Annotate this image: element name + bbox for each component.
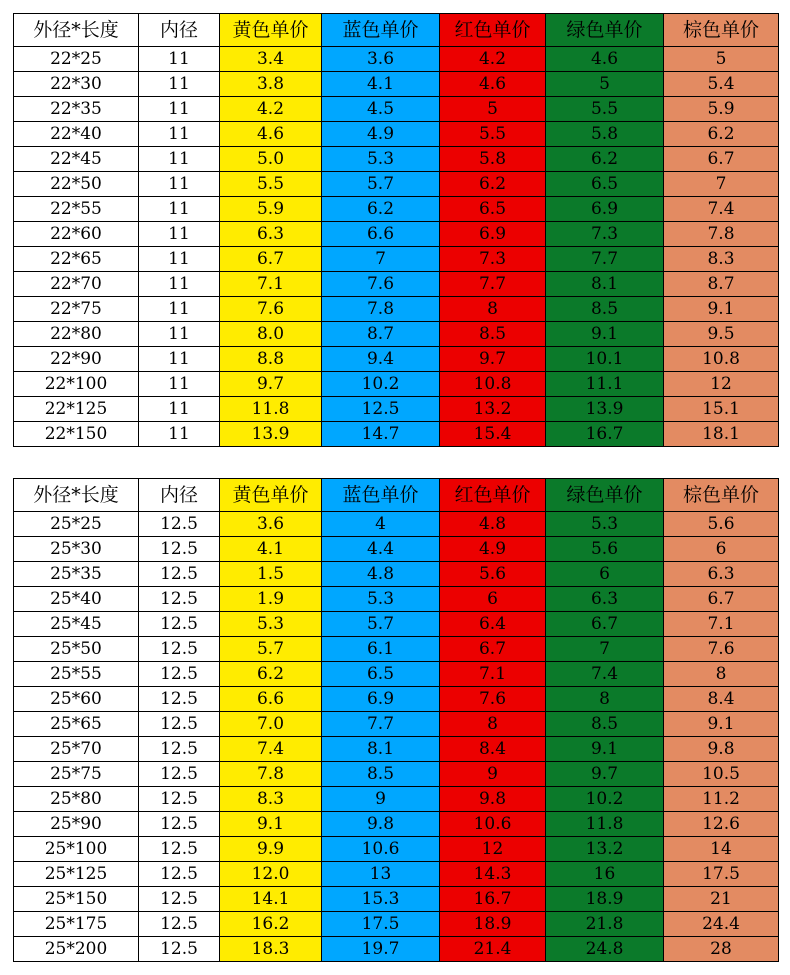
- cell-inner-diameter: 12.5: [139, 762, 220, 787]
- cell-blue-price: 8.1: [322, 737, 440, 762]
- cell-size: 25*150: [14, 887, 139, 912]
- cell-red-price: 6.2: [440, 172, 546, 197]
- cell-red-price: 7.3: [440, 247, 546, 272]
- cell-yellow-price: 18.3: [220, 937, 322, 962]
- cell-green-price: 7.4: [546, 662, 664, 687]
- header-row: [14, 479, 779, 512]
- cell-brown-price: 7.1: [664, 612, 779, 637]
- cell-inner-diameter: 11: [139, 347, 220, 372]
- cell-blue-price: 10.6: [322, 837, 440, 862]
- cell-yellow-price: 7.6: [220, 297, 322, 322]
- cell-inner-diameter: 11: [139, 97, 220, 122]
- cell-size: 25*50: [14, 637, 139, 662]
- cell-inner-diameter: 11: [139, 47, 220, 72]
- cell-green-price: 8.5: [546, 297, 664, 322]
- cell-brown-price: 6.7: [664, 147, 779, 172]
- cell-blue-price: 4: [322, 512, 440, 537]
- cell-red-price: 12: [440, 837, 546, 862]
- cell-brown-price: 7.8: [664, 222, 779, 247]
- cell-brown-price: 8: [664, 662, 779, 687]
- cell-brown-price: 9.5: [664, 322, 779, 347]
- cell-size: 22*65: [14, 247, 139, 272]
- cell-yellow-price: 3.6: [220, 512, 322, 537]
- cell-green-price: 5.8: [546, 122, 664, 147]
- table-row: [14, 937, 779, 962]
- cell-inner-diameter: 11: [139, 122, 220, 147]
- cell-blue-price: 13: [322, 862, 440, 887]
- cell-brown-price: 24.4: [664, 912, 779, 937]
- cell-size: 25*40: [14, 587, 139, 612]
- cell-yellow-price: 6.7: [220, 247, 322, 272]
- cell-brown-price: 10.5: [664, 762, 779, 787]
- cell-green-price: 10.1: [546, 347, 664, 372]
- cell-yellow-price: 8.3: [220, 787, 322, 812]
- header-brown-price: 棕色单价: [664, 479, 779, 512]
- price-table-25: [13, 478, 779, 962]
- header-inner-diameter: 内径: [139, 14, 220, 47]
- table-row: [14, 912, 779, 937]
- cell-red-price: 18.9: [440, 912, 546, 937]
- cell-blue-price: 14.7: [322, 422, 440, 447]
- cell-brown-price: 5.9: [664, 97, 779, 122]
- cell-size: 22*90: [14, 347, 139, 372]
- header-green-price: 绿色单价: [546, 479, 664, 512]
- cell-blue-price: 5.3: [322, 587, 440, 612]
- cell-size: 25*65: [14, 712, 139, 737]
- cell-blue-price: 12.5: [322, 397, 440, 422]
- cell-yellow-price: 1.5: [220, 562, 322, 587]
- cell-yellow-price: 1.9: [220, 587, 322, 612]
- table-body: [14, 47, 779, 447]
- cell-red-price: 4.9: [440, 537, 546, 562]
- table-row: [14, 197, 779, 222]
- cell-brown-price: 8.4: [664, 687, 779, 712]
- cell-size: 22*45: [14, 147, 139, 172]
- cell-size: 22*50: [14, 172, 139, 197]
- cell-green-price: 16: [546, 862, 664, 887]
- cell-red-price: 5.8: [440, 147, 546, 172]
- cell-brown-price: 6.7: [664, 587, 779, 612]
- cell-blue-price: 6.6: [322, 222, 440, 247]
- cell-yellow-price: 5.7: [220, 637, 322, 662]
- cell-brown-price: 9.1: [664, 297, 779, 322]
- cell-yellow-price: 7.4: [220, 737, 322, 762]
- header-yellow-price: 黄色单价: [220, 14, 322, 47]
- cell-size: 25*175: [14, 912, 139, 937]
- cell-inner-diameter: 11: [139, 397, 220, 422]
- table-row: [14, 272, 779, 297]
- cell-brown-price: 28: [664, 937, 779, 962]
- table-row: [14, 397, 779, 422]
- cell-yellow-price: 5.0: [220, 147, 322, 172]
- cell-inner-diameter: 12.5: [139, 587, 220, 612]
- cell-inner-diameter: 12.5: [139, 537, 220, 562]
- cell-blue-price: 5.7: [322, 172, 440, 197]
- cell-green-price: 5.5: [546, 97, 664, 122]
- cell-inner-diameter: 11: [139, 247, 220, 272]
- cell-size: 25*75: [14, 762, 139, 787]
- cell-red-price: 6.7: [440, 637, 546, 662]
- cell-green-price: 6.7: [546, 612, 664, 637]
- cell-brown-price: 8.3: [664, 247, 779, 272]
- cell-blue-price: 6.2: [322, 197, 440, 222]
- cell-red-price: 14.3: [440, 862, 546, 887]
- cell-size: 22*55: [14, 197, 139, 222]
- table-row: [14, 612, 779, 637]
- cell-yellow-price: 6.2: [220, 662, 322, 687]
- cell-green-price: 5.6: [546, 537, 664, 562]
- cell-red-price: 4.8: [440, 512, 546, 537]
- cell-red-price: 9.7: [440, 347, 546, 372]
- cell-size: 25*80: [14, 787, 139, 812]
- price-table-22: [13, 13, 779, 447]
- cell-green-price: 9.1: [546, 737, 664, 762]
- cell-inner-diameter: 11: [139, 272, 220, 297]
- cell-size: 22*150: [14, 422, 139, 447]
- cell-red-price: 5.5: [440, 122, 546, 147]
- cell-brown-price: 6.2: [664, 122, 779, 147]
- table-row: [14, 47, 779, 72]
- cell-green-price: 5.3: [546, 512, 664, 537]
- cell-red-price: 16.7: [440, 887, 546, 912]
- cell-red-price: 8: [440, 712, 546, 737]
- header-size: 外径*长度: [14, 479, 139, 512]
- cell-inner-diameter: 12.5: [139, 737, 220, 762]
- cell-red-price: 8.5: [440, 322, 546, 347]
- table-row: [14, 247, 779, 272]
- cell-red-price: 15.4: [440, 422, 546, 447]
- cell-inner-diameter: 12.5: [139, 512, 220, 537]
- cell-size: 25*45: [14, 612, 139, 637]
- cell-blue-price: 7.7: [322, 712, 440, 737]
- table-row: [14, 562, 779, 587]
- cell-yellow-price: 14.1: [220, 887, 322, 912]
- cell-green-price: 11.8: [546, 812, 664, 837]
- table-row: [14, 812, 779, 837]
- cell-yellow-price: 9.9: [220, 837, 322, 862]
- header-yellow-price: 黄色单价: [220, 479, 322, 512]
- cell-yellow-price: 5.3: [220, 612, 322, 637]
- header-blue-price: 蓝色单价: [322, 479, 440, 512]
- cell-yellow-price: 13.9: [220, 422, 322, 447]
- table-row: [14, 862, 779, 887]
- header-inner-diameter: 内径: [139, 479, 220, 512]
- cell-inner-diameter: 12.5: [139, 787, 220, 812]
- cell-inner-diameter: 11: [139, 322, 220, 347]
- table-row: [14, 537, 779, 562]
- cell-yellow-price: 12.0: [220, 862, 322, 887]
- cell-blue-price: 5.3: [322, 147, 440, 172]
- table-row: [14, 422, 779, 447]
- cell-green-price: 24.8: [546, 937, 664, 962]
- cell-inner-diameter: 12.5: [139, 637, 220, 662]
- cell-red-price: 4.6: [440, 72, 546, 97]
- cell-blue-price: 4.9: [322, 122, 440, 147]
- cell-blue-price: 3.6: [322, 47, 440, 72]
- cell-size: 22*100: [14, 372, 139, 397]
- cell-size: 25*125: [14, 862, 139, 887]
- cell-green-price: 16.7: [546, 422, 664, 447]
- cell-inner-diameter: 12.5: [139, 862, 220, 887]
- cell-red-price: 6.5: [440, 197, 546, 222]
- cell-size: 22*75: [14, 297, 139, 322]
- cell-red-price: 6.9: [440, 222, 546, 247]
- table-row: [14, 122, 779, 147]
- cell-yellow-price: 11.8: [220, 397, 322, 422]
- cell-inner-diameter: 11: [139, 172, 220, 197]
- cell-yellow-price: 5.9: [220, 197, 322, 222]
- cell-red-price: 10.8: [440, 372, 546, 397]
- cell-green-price: 21.8: [546, 912, 664, 937]
- cell-brown-price: 21: [664, 887, 779, 912]
- table-row: [14, 637, 779, 662]
- cell-brown-price: 17.5: [664, 862, 779, 887]
- cell-green-price: 4.6: [546, 47, 664, 72]
- cell-yellow-price: 8.0: [220, 322, 322, 347]
- cell-green-price: 9.1: [546, 322, 664, 347]
- cell-yellow-price: 6.6: [220, 687, 322, 712]
- cell-size: 22*30: [14, 72, 139, 97]
- cell-size: 22*35: [14, 97, 139, 122]
- cell-inner-diameter: 12.5: [139, 687, 220, 712]
- cell-yellow-price: 7.0: [220, 712, 322, 737]
- cell-size: 22*40: [14, 122, 139, 147]
- table-row: [14, 787, 779, 812]
- cell-inner-diameter: 12.5: [139, 662, 220, 687]
- cell-blue-price: 7.6: [322, 272, 440, 297]
- cell-blue-price: 6.1: [322, 637, 440, 662]
- cell-blue-price: 4.4: [322, 537, 440, 562]
- cell-red-price: 7.6: [440, 687, 546, 712]
- cell-brown-price: 9.1: [664, 712, 779, 737]
- cell-blue-price: 8.7: [322, 322, 440, 347]
- cell-inner-diameter: 12.5: [139, 612, 220, 637]
- cell-size: 22*70: [14, 272, 139, 297]
- cell-size: 25*60: [14, 687, 139, 712]
- header-size: 外径*长度: [14, 14, 139, 47]
- table-row: [14, 762, 779, 787]
- cell-size: 22*80: [14, 322, 139, 347]
- cell-inner-diameter: 11: [139, 72, 220, 97]
- header-red-price: 红色单价: [440, 479, 546, 512]
- cell-red-price: 7.7: [440, 272, 546, 297]
- cell-brown-price: 15.1: [664, 397, 779, 422]
- cell-green-price: 7.3: [546, 222, 664, 247]
- table-row: [14, 712, 779, 737]
- table-row: [14, 97, 779, 122]
- cell-green-price: 7.7: [546, 247, 664, 272]
- cell-yellow-price: 4.2: [220, 97, 322, 122]
- table-row: [14, 222, 779, 247]
- table-row: [14, 372, 779, 397]
- cell-inner-diameter: 11: [139, 297, 220, 322]
- cell-blue-price: 6.5: [322, 662, 440, 687]
- cell-size: 25*35: [14, 562, 139, 587]
- cell-blue-price: 17.5: [322, 912, 440, 937]
- cell-brown-price: 8.7: [664, 272, 779, 297]
- cell-blue-price: 6.9: [322, 687, 440, 712]
- cell-brown-price: 18.1: [664, 422, 779, 447]
- cell-green-price: 11.1: [546, 372, 664, 397]
- cell-blue-price: 5.7: [322, 612, 440, 637]
- cell-yellow-price: 7.8: [220, 762, 322, 787]
- cell-green-price: 8.5: [546, 712, 664, 737]
- cell-green-price: 9.7: [546, 762, 664, 787]
- header-brown-price: 棕色单价: [664, 14, 779, 47]
- cell-red-price: 9.8: [440, 787, 546, 812]
- cell-yellow-price: 7.1: [220, 272, 322, 297]
- cell-brown-price: 5.6: [664, 512, 779, 537]
- cell-size: 25*70: [14, 737, 139, 762]
- header-blue-price: 蓝色单价: [322, 14, 440, 47]
- cell-blue-price: 9: [322, 787, 440, 812]
- cell-red-price: 10.6: [440, 812, 546, 837]
- cell-inner-diameter: 11: [139, 372, 220, 397]
- cell-yellow-price: 9.1: [220, 812, 322, 837]
- cell-green-price: 13.2: [546, 837, 664, 862]
- cell-yellow-price: 4.6: [220, 122, 322, 147]
- cell-green-price: 10.2: [546, 787, 664, 812]
- cell-inner-diameter: 12.5: [139, 712, 220, 737]
- cell-brown-price: 6.3: [664, 562, 779, 587]
- cell-inner-diameter: 11: [139, 422, 220, 447]
- cell-brown-price: 5: [664, 47, 779, 72]
- cell-red-price: 8.4: [440, 737, 546, 762]
- cell-size: 22*60: [14, 222, 139, 247]
- cell-inner-diameter: 11: [139, 197, 220, 222]
- cell-blue-price: 7.8: [322, 297, 440, 322]
- cell-blue-price: 4.8: [322, 562, 440, 587]
- cell-size: 25*30: [14, 537, 139, 562]
- cell-blue-price: 7: [322, 247, 440, 272]
- cell-green-price: 6.5: [546, 172, 664, 197]
- header-row: [14, 14, 779, 47]
- cell-green-price: 7: [546, 637, 664, 662]
- cell-red-price: 9: [440, 762, 546, 787]
- cell-size: 22*25: [14, 47, 139, 72]
- table-body: [14, 512, 779, 962]
- header-red-price: 红色单价: [440, 14, 546, 47]
- cell-inner-diameter: 11: [139, 147, 220, 172]
- cell-red-price: 7.1: [440, 662, 546, 687]
- cell-brown-price: 11.2: [664, 787, 779, 812]
- cell-green-price: 6.9: [546, 197, 664, 222]
- cell-red-price: 6.4: [440, 612, 546, 637]
- cell-green-price: 8: [546, 687, 664, 712]
- cell-size: 22*125: [14, 397, 139, 422]
- cell-size: 25*55: [14, 662, 139, 687]
- cell-inner-diameter: 12.5: [139, 837, 220, 862]
- cell-yellow-price: 5.5: [220, 172, 322, 197]
- cell-red-price: 4.2: [440, 47, 546, 72]
- cell-blue-price: 10.2: [322, 372, 440, 397]
- header-green-price: 绿色单价: [546, 14, 664, 47]
- table-row: [14, 887, 779, 912]
- cell-green-price: 5: [546, 72, 664, 97]
- cell-size: 25*25: [14, 512, 139, 537]
- cell-yellow-price: 4.1: [220, 537, 322, 562]
- cell-yellow-price: 8.8: [220, 347, 322, 372]
- cell-blue-price: 4.5: [322, 97, 440, 122]
- cell-red-price: 21.4: [440, 937, 546, 962]
- table-row: [14, 72, 779, 97]
- cell-inner-diameter: 11: [139, 222, 220, 247]
- cell-brown-price: 5.4: [664, 72, 779, 97]
- cell-inner-diameter: 12.5: [139, 887, 220, 912]
- cell-red-price: 8: [440, 297, 546, 322]
- cell-blue-price: 9.4: [322, 347, 440, 372]
- cell-size: 25*90: [14, 812, 139, 837]
- cell-green-price: 18.9: [546, 887, 664, 912]
- cell-yellow-price: 3.8: [220, 72, 322, 97]
- cell-red-price: 13.2: [440, 397, 546, 422]
- table-row: [14, 147, 779, 172]
- cell-inner-diameter: 12.5: [139, 937, 220, 962]
- cell-blue-price: 4.1: [322, 72, 440, 97]
- cell-blue-price: 19.7: [322, 937, 440, 962]
- table-row: [14, 662, 779, 687]
- cell-red-price: 5: [440, 97, 546, 122]
- cell-size: 25*100: [14, 837, 139, 862]
- cell-brown-price: 12.6: [664, 812, 779, 837]
- cell-yellow-price: 3.4: [220, 47, 322, 72]
- cell-brown-price: 7.6: [664, 637, 779, 662]
- cell-green-price: 13.9: [546, 397, 664, 422]
- table-row: [14, 837, 779, 862]
- cell-brown-price: 12: [664, 372, 779, 397]
- cell-green-price: 6: [546, 562, 664, 587]
- cell-red-price: 5.6: [440, 562, 546, 587]
- table-row: [14, 172, 779, 197]
- cell-blue-price: 9.8: [322, 812, 440, 837]
- cell-inner-diameter: 12.5: [139, 912, 220, 937]
- cell-blue-price: 15.3: [322, 887, 440, 912]
- cell-size: 25*200: [14, 937, 139, 962]
- cell-blue-price: 8.5: [322, 762, 440, 787]
- table-row: [14, 737, 779, 762]
- cell-brown-price: 7: [664, 172, 779, 197]
- table-row: [14, 322, 779, 347]
- cell-green-price: 6.3: [546, 587, 664, 612]
- cell-inner-diameter: 12.5: [139, 562, 220, 587]
- cell-red-price: 6: [440, 587, 546, 612]
- cell-green-price: 8.1: [546, 272, 664, 297]
- table-row: [14, 297, 779, 322]
- table-row: [14, 347, 779, 372]
- cell-inner-diameter: 12.5: [139, 812, 220, 837]
- table-row: [14, 587, 779, 612]
- cell-yellow-price: 9.7: [220, 372, 322, 397]
- cell-green-price: 6.2: [546, 147, 664, 172]
- cell-brown-price: 9.8: [664, 737, 779, 762]
- cell-brown-price: 7.4: [664, 197, 779, 222]
- cell-yellow-price: 16.2: [220, 912, 322, 937]
- cell-yellow-price: 6.3: [220, 222, 322, 247]
- table-row: [14, 512, 779, 537]
- cell-brown-price: 10.8: [664, 347, 779, 372]
- table-row: [14, 687, 779, 712]
- cell-brown-price: 14: [664, 837, 779, 862]
- cell-brown-price: 6: [664, 537, 779, 562]
